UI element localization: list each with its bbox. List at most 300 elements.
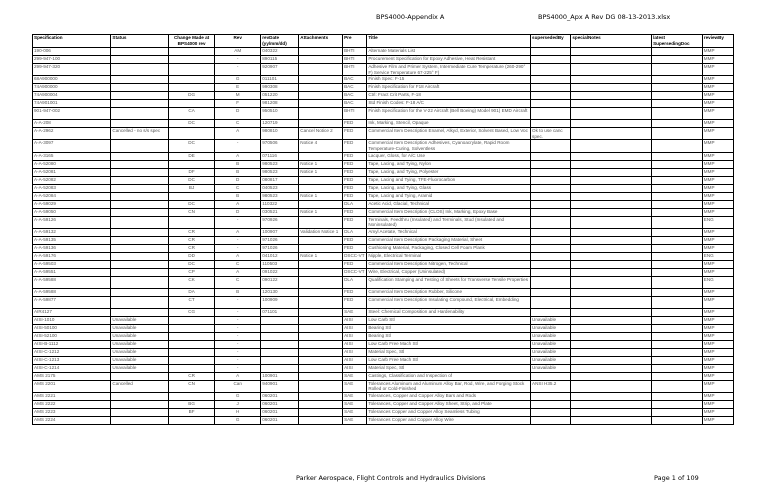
cell-specification: AISI-C-1214 bbox=[33, 364, 111, 372]
cell-rev-date: 040322 bbox=[261, 48, 299, 56]
cell-change-made bbox=[169, 64, 215, 76]
cell-rev: A bbox=[215, 228, 261, 236]
cell-rev-date: 110503 bbox=[261, 260, 299, 268]
cell-rev: - bbox=[215, 236, 261, 244]
cell-attachments bbox=[299, 408, 343, 416]
cell-special-notes bbox=[571, 276, 652, 288]
cell-latest-superseding-doc bbox=[652, 208, 703, 216]
cell-attachments bbox=[299, 76, 343, 84]
cell-attachments bbox=[299, 120, 343, 128]
cell-superseded-by bbox=[531, 244, 571, 252]
cell-status: Unavailable bbox=[111, 356, 169, 364]
col-pre: Pre bbox=[343, 35, 367, 48]
cell-title: Procurement Specification for Epoxy Adhesive, Heat Resistant bbox=[367, 56, 531, 64]
cell-title: Tape, Lacing and Tying, Aramid bbox=[367, 192, 531, 200]
cell-specification: A-A-59029 bbox=[33, 200, 111, 208]
cell-superseded-by bbox=[531, 100, 571, 108]
table-row bbox=[33, 208, 734, 216]
cell-title: Material Spec, Stl bbox=[367, 364, 531, 372]
cell-pre: BAC bbox=[343, 100, 367, 108]
cell-status: Unavailable bbox=[111, 348, 169, 356]
cell-rev: G bbox=[215, 416, 261, 424]
cell-superseded-by bbox=[531, 200, 571, 208]
cell-superseded-by bbox=[531, 120, 571, 128]
cell-special-notes bbox=[571, 400, 652, 408]
cell-rev-date: 980523 bbox=[261, 192, 299, 200]
cell-review-by: MMP bbox=[702, 128, 733, 140]
cell-pre: FED bbox=[343, 168, 367, 176]
cell-specification: AISI-50100 bbox=[33, 324, 111, 332]
cell-superseded-by bbox=[531, 228, 571, 236]
cell-superseded-by bbox=[531, 56, 571, 64]
cell-rev-date: 100907 bbox=[261, 228, 299, 236]
footer-company: Parker Aerospace, Flight Controls and Hydraulics Divisions bbox=[296, 474, 486, 482]
cell-attachments bbox=[299, 372, 343, 380]
cell-review-by: ENG bbox=[702, 216, 733, 228]
cell-title: Tolerances, Copper and Copper Alloy Sheet, Strip, and Plate bbox=[367, 400, 531, 408]
cell-special-notes bbox=[571, 192, 652, 200]
cell-superseded-by bbox=[531, 288, 571, 296]
cell-specification: A-A-59126 bbox=[33, 216, 111, 228]
cell-latest-superseding-doc bbox=[652, 192, 703, 200]
cell-superseded-by bbox=[531, 296, 571, 308]
cell-superseded-by bbox=[531, 108, 571, 120]
cell-latest-superseding-doc bbox=[652, 400, 703, 408]
cell-rev: D bbox=[215, 208, 261, 216]
cell-superseded-by: Ok to use canc spec. bbox=[531, 128, 571, 140]
cell-rev-date: 100901 bbox=[261, 372, 299, 380]
table-row bbox=[33, 84, 734, 92]
cell-superseded-by: Unavailable bbox=[531, 364, 571, 372]
cell-special-notes bbox=[571, 208, 652, 216]
cell-review-by: MMP bbox=[702, 160, 733, 168]
cell-change-made bbox=[169, 340, 215, 348]
cell-status bbox=[111, 236, 169, 244]
cell-change-made: BJ bbox=[169, 184, 215, 192]
cell-specification: A-A-2962 bbox=[33, 128, 111, 140]
cell-latest-superseding-doc bbox=[652, 200, 703, 208]
col-change-made: Change Made at BPS4000 rev bbox=[169, 35, 215, 48]
cell-latest-superseding-doc bbox=[652, 100, 703, 108]
cell-attachments bbox=[299, 268, 343, 276]
cell-change-made: DC bbox=[169, 176, 215, 184]
cell-review-by: MMP bbox=[702, 380, 733, 392]
cell-latest-superseding-doc bbox=[652, 168, 703, 176]
cell-title: Adhesive Film and Primer System, Intermediate Cure Temperature (260-290° F) Service Temperature 67-225° F) bbox=[367, 64, 531, 76]
cell-specification: AMS 2224 bbox=[33, 416, 111, 424]
cell-review-by: MMP bbox=[702, 208, 733, 216]
cell-pre: DLA bbox=[343, 228, 367, 236]
cell-attachments bbox=[299, 92, 343, 100]
cell-specification: A-A-59588 bbox=[33, 288, 111, 296]
cell-superseded-by bbox=[531, 416, 571, 424]
cell-latest-superseding-doc bbox=[652, 176, 703, 184]
cell-title: Bearing Stl bbox=[367, 332, 531, 340]
col-attachments: Attachments bbox=[299, 35, 343, 48]
cell-change-made bbox=[169, 84, 215, 92]
cell-title: Finish Specification for the V-22 Aircraft (Bell Boeing) Model 901) EMD Aircraft bbox=[367, 108, 531, 120]
cell-review-by: MMP bbox=[702, 416, 733, 424]
cell-pre: FED bbox=[343, 128, 367, 140]
cell-pre: DSCC-VT bbox=[343, 252, 367, 260]
col-special-notes: specialNotes bbox=[571, 35, 652, 48]
cell-rev-date: 990308 bbox=[261, 84, 299, 92]
cell-pre: FED bbox=[343, 216, 367, 228]
cell-rev: - bbox=[215, 316, 261, 324]
table-row bbox=[33, 392, 734, 400]
cell-special-notes bbox=[571, 316, 652, 324]
table-row bbox=[33, 244, 734, 252]
cell-latest-superseding-doc bbox=[652, 160, 703, 168]
cell-title: Wire, Electrical, Copper (Uninsulated) bbox=[367, 268, 531, 276]
table-row bbox=[33, 100, 734, 108]
cell-pre: AISI bbox=[343, 332, 367, 340]
cell-status: Unavailable bbox=[111, 332, 169, 340]
cell-specification: AISI-C-1212 bbox=[33, 348, 111, 356]
cell-review-by: MMP bbox=[702, 340, 733, 348]
cell-change-made bbox=[169, 100, 215, 108]
cell-change-made: CR bbox=[169, 372, 215, 380]
cell-title: Tolerances Copper and Copper Alloy Wire bbox=[367, 416, 531, 424]
cell-rev: - bbox=[215, 244, 261, 252]
cell-review-by: MMP bbox=[702, 176, 733, 184]
cell-rev: C bbox=[215, 276, 261, 288]
cell-specification: A-A-59877 bbox=[33, 296, 111, 308]
cell-rev: A bbox=[215, 200, 261, 208]
cell-review-by: MMP bbox=[702, 92, 733, 100]
table-row bbox=[33, 316, 734, 324]
cell-special-notes bbox=[571, 340, 652, 348]
col-review-by: reviewBy bbox=[702, 35, 733, 48]
cell-attachments bbox=[299, 348, 343, 356]
cell-rev-date bbox=[261, 332, 299, 340]
cell-special-notes bbox=[571, 64, 652, 76]
cell-rev: - bbox=[215, 340, 261, 348]
cell-title: Nipple, Electrical Terminal bbox=[367, 252, 531, 260]
cell-superseded-by bbox=[531, 140, 571, 152]
cell-pre: SAE bbox=[343, 308, 367, 316]
cell-superseded-by bbox=[531, 92, 571, 100]
cell-rev: A bbox=[215, 268, 261, 276]
cell-title: Tolerances Aluminum and Aluminum Alloy Bar, Rod, Wire, and Forging Stock Rolled or Cold-Finished bbox=[367, 380, 531, 392]
cell-superseded-by: Unavailable bbox=[531, 324, 571, 332]
cell-superseded-by bbox=[531, 400, 571, 408]
cell-latest-superseding-doc bbox=[652, 308, 703, 316]
cell-review-by: MMP bbox=[702, 244, 733, 252]
cell-attachments bbox=[299, 416, 343, 424]
cell-pre: BAC bbox=[343, 84, 367, 92]
cell-special-notes bbox=[571, 296, 652, 308]
cell-title: Castings, Classification and Inspection of bbox=[367, 372, 531, 380]
cell-rev: H bbox=[215, 408, 261, 416]
cell-status bbox=[111, 244, 169, 252]
cell-change-made: CP bbox=[169, 268, 215, 276]
col-status: Status bbox=[111, 35, 169, 48]
cell-pre: FED bbox=[343, 184, 367, 192]
cell-attachments bbox=[299, 356, 343, 364]
table-row bbox=[33, 120, 734, 128]
cell-special-notes bbox=[571, 56, 652, 64]
cell-attachments bbox=[299, 364, 343, 372]
table-row bbox=[33, 380, 734, 392]
cell-title: Amyl Acetate, Technical bbox=[367, 228, 531, 236]
cell-rev-date: 060201 bbox=[261, 416, 299, 424]
cell-latest-superseding-doc bbox=[652, 332, 703, 340]
cell-status bbox=[111, 400, 169, 408]
cell-pre: FED bbox=[343, 296, 367, 308]
cell-specification: 68A900000 bbox=[33, 76, 111, 84]
page-number: Page 1 of 109 bbox=[654, 474, 699, 482]
cell-specification: A-A-59132 bbox=[33, 228, 111, 236]
cell-specification: A-A-52084 bbox=[33, 192, 111, 200]
cell-attachments bbox=[299, 380, 343, 392]
table-row bbox=[33, 288, 734, 296]
cell-status bbox=[111, 76, 169, 84]
cell-status bbox=[111, 184, 169, 192]
file-name: BPS4000_Apx A Rev DG 08-13-2013.xlsx bbox=[538, 13, 671, 21]
table-row bbox=[33, 252, 734, 260]
cell-title: Ink, Marking, Stencil, Opaque bbox=[367, 120, 531, 128]
cell-change-made: DC bbox=[169, 260, 215, 268]
cell-latest-superseding-doc bbox=[652, 408, 703, 416]
cell-attachments bbox=[299, 308, 343, 316]
cell-title: Tape, Lacing, and Tying, Polyester bbox=[367, 168, 531, 176]
cell-specification: A-A-52083 bbox=[33, 184, 111, 192]
cell-latest-superseding-doc bbox=[652, 356, 703, 364]
table-row bbox=[33, 216, 734, 228]
cell-special-notes bbox=[571, 364, 652, 372]
table-row bbox=[33, 184, 734, 192]
cell-superseded-by bbox=[531, 168, 571, 176]
cell-superseded-by bbox=[531, 160, 571, 168]
cell-latest-superseding-doc bbox=[652, 108, 703, 120]
cell-rev-date: 071116 bbox=[261, 152, 299, 160]
cell-rev-date: 060201 bbox=[261, 408, 299, 416]
cell-title: Commercial Item Description (CLOS) Ink, Marking, Epoxy Base bbox=[367, 208, 531, 216]
cell-attachments: Notice 4 bbox=[299, 140, 343, 152]
cell-status: Unavailable bbox=[111, 364, 169, 372]
cell-change-made: CN bbox=[169, 380, 215, 392]
cell-superseded-by bbox=[531, 308, 571, 316]
cell-pre: SAE bbox=[343, 372, 367, 380]
cell-change-made bbox=[169, 356, 215, 364]
cell-superseded-by bbox=[531, 208, 571, 216]
cell-rev: B bbox=[215, 168, 261, 176]
cell-latest-superseding-doc bbox=[652, 288, 703, 296]
cell-latest-superseding-doc bbox=[652, 276, 703, 288]
cell-special-notes bbox=[571, 228, 652, 236]
cell-rev-date: 971026 bbox=[261, 244, 299, 252]
cell-pre: BHTI bbox=[343, 108, 367, 120]
cell-special-notes bbox=[571, 216, 652, 228]
cell-review-by: MMP bbox=[702, 108, 733, 120]
cell-latest-superseding-doc bbox=[652, 260, 703, 268]
cell-title: Ctrl: Fract Crit Parts, F-18 bbox=[367, 92, 531, 100]
cell-rev: AM bbox=[215, 48, 261, 56]
cell-special-notes bbox=[571, 380, 652, 392]
cell-pre: BHTI bbox=[343, 56, 367, 64]
cell-pre: SAE bbox=[343, 392, 367, 400]
cell-pre: FED bbox=[343, 208, 367, 216]
cell-latest-superseding-doc bbox=[652, 348, 703, 356]
cell-title: Material Spec, Stl bbox=[367, 348, 531, 356]
cell-special-notes bbox=[571, 356, 652, 364]
cell-title: Low Carb Stl bbox=[367, 316, 531, 324]
cell-attachments bbox=[299, 288, 343, 296]
cell-pre: SAE bbox=[343, 380, 367, 392]
cell-review-by: MMP bbox=[702, 324, 733, 332]
cell-attachments bbox=[299, 340, 343, 348]
cell-rev-date: 110322 bbox=[261, 200, 299, 208]
cell-rev: B bbox=[215, 160, 261, 168]
cell-rev: - bbox=[215, 64, 261, 76]
cell-pre: AISI bbox=[343, 364, 367, 372]
cell-pre: FED bbox=[343, 288, 367, 296]
cell-status: Cancelled bbox=[111, 380, 169, 392]
cell-special-notes bbox=[571, 120, 652, 128]
cell-rev: A bbox=[215, 152, 261, 160]
cell-specification: 74A901001 bbox=[33, 100, 111, 108]
cell-review-by: MMP bbox=[702, 184, 733, 192]
cell-title: Tape, Lacing, and Tying, Glass bbox=[367, 184, 531, 192]
cell-special-notes bbox=[571, 372, 652, 380]
cell-pre: DLA bbox=[343, 276, 367, 288]
col-superseded-by: supersededBy bbox=[531, 35, 571, 48]
cell-change-made: CN bbox=[169, 208, 215, 216]
cell-pre: FED bbox=[343, 176, 367, 184]
cell-special-notes bbox=[571, 76, 652, 84]
cell-rev-date: 071101 bbox=[261, 308, 299, 316]
spec-table bbox=[32, 34, 734, 425]
table-row bbox=[33, 168, 734, 176]
cell-rev: - bbox=[215, 356, 261, 364]
table-row bbox=[33, 324, 734, 332]
cell-special-notes bbox=[571, 84, 652, 92]
cell-rev-date: 080817 bbox=[261, 176, 299, 184]
cell-superseded-by bbox=[531, 236, 571, 244]
table-row bbox=[33, 340, 734, 348]
cell-change-made: DC bbox=[169, 140, 215, 152]
cell-review-by: MMP bbox=[702, 76, 733, 84]
cell-specification: A-A-59503 bbox=[33, 260, 111, 268]
cell-latest-superseding-doc bbox=[652, 380, 703, 392]
table-row bbox=[33, 268, 734, 276]
cell-review-by: MMP bbox=[702, 400, 733, 408]
cell-rev: - bbox=[215, 324, 261, 332]
col-specification: Specification bbox=[33, 35, 111, 48]
cell-rev-date bbox=[261, 356, 299, 364]
cell-attachments: Notice 1 bbox=[299, 252, 343, 260]
cell-rev: Can bbox=[215, 380, 261, 392]
cell-pre: BHTI bbox=[343, 64, 367, 76]
cell-specification: A-A-208 bbox=[33, 120, 111, 128]
cell-superseded-by bbox=[531, 260, 571, 268]
cell-review-by: MMP bbox=[702, 48, 733, 56]
cell-superseded-by: Unavailable bbox=[531, 316, 571, 324]
table-row bbox=[33, 372, 734, 380]
cell-rev: A bbox=[215, 252, 261, 260]
cell-rev-date bbox=[261, 348, 299, 356]
table-row bbox=[33, 348, 734, 356]
cell-rev: - bbox=[215, 216, 261, 228]
cell-superseded-by bbox=[531, 64, 571, 76]
cell-attachments bbox=[299, 324, 343, 332]
cell-review-by: MMP bbox=[702, 100, 733, 108]
cell-status bbox=[111, 372, 169, 380]
cell-superseded-by bbox=[531, 252, 571, 260]
cell-latest-superseding-doc bbox=[652, 84, 703, 92]
cell-title: Commercial Item Description Enamel, Alkyd, Exterior, Solvent Based, Low Voc bbox=[367, 128, 531, 140]
cell-rev-date bbox=[261, 364, 299, 372]
cell-special-notes bbox=[571, 108, 652, 120]
cell-rev: J bbox=[215, 400, 261, 408]
cell-attachments bbox=[299, 216, 343, 228]
cell-title: Tolerances Copper and Copper Alloy Seamless Tubing bbox=[367, 408, 531, 416]
cell-specification: A-A-59588 bbox=[33, 276, 111, 288]
cell-specification: AMS 2221 bbox=[33, 392, 111, 400]
cell-review-by: MMP bbox=[702, 268, 733, 276]
cell-status bbox=[111, 288, 169, 296]
cell-change-made bbox=[169, 348, 215, 356]
cell-status bbox=[111, 120, 169, 128]
cell-rev: B bbox=[215, 288, 261, 296]
cell-superseded-by: Unavailable bbox=[531, 356, 571, 364]
cell-rev: B bbox=[215, 192, 261, 200]
cell-title: Commercial Item Description Adhesives, Cyanoacrylate, Rapid Room Temperature-Curing, Solventless bbox=[367, 140, 531, 152]
cell-specification: AIR4127 bbox=[33, 308, 111, 316]
cell-special-notes bbox=[571, 160, 652, 168]
cell-pre: FED bbox=[343, 152, 367, 160]
cell-status bbox=[111, 308, 169, 316]
cell-special-notes bbox=[571, 48, 652, 56]
cell-status: Unavailable bbox=[111, 340, 169, 348]
cell-status: Unavailable bbox=[111, 324, 169, 332]
cell-rev-date: 980523 bbox=[261, 160, 299, 168]
cell-attachments bbox=[299, 108, 343, 120]
cell-specification: A-A-59176 bbox=[33, 252, 111, 260]
cell-latest-superseding-doc bbox=[652, 324, 703, 332]
cell-latest-superseding-doc bbox=[652, 140, 703, 152]
cell-superseded-by: Unavailable bbox=[531, 332, 571, 340]
cell-pre: FED bbox=[343, 140, 367, 152]
cell-superseded-by bbox=[531, 84, 571, 92]
cell-pre: SAE bbox=[343, 400, 367, 408]
cell-title: Terminals, Feedthru (Insulated) and Terminals, Stud (Insulated and Noninsulated) bbox=[367, 216, 531, 228]
cell-special-notes bbox=[571, 244, 652, 252]
cell-status bbox=[111, 168, 169, 176]
cell-status bbox=[111, 216, 169, 228]
cell-rev-date: 970926 bbox=[261, 216, 299, 228]
cell-status bbox=[111, 200, 169, 208]
cell-superseded-by bbox=[531, 76, 571, 84]
cell-title: Cushioning Material, Packaging, Closed Cell Foam Plank bbox=[367, 244, 531, 252]
cell-specification: 74A900000 bbox=[33, 84, 111, 92]
cell-review-by: MMP bbox=[702, 64, 733, 76]
cell-rev: - bbox=[215, 140, 261, 152]
cell-latest-superseding-doc bbox=[652, 340, 703, 348]
cell-attachments bbox=[299, 296, 343, 308]
table-row bbox=[33, 296, 734, 308]
cell-specification: AMS 2201 bbox=[33, 380, 111, 392]
cell-attachments bbox=[299, 152, 343, 160]
cell-change-made bbox=[169, 48, 215, 56]
cell-title: Bearing Stl bbox=[367, 324, 531, 332]
cell-pre: AISI bbox=[343, 356, 367, 364]
cell-attachments bbox=[299, 64, 343, 76]
cell-review-by: MMP bbox=[702, 260, 733, 268]
header-row bbox=[33, 35, 734, 48]
table-body bbox=[33, 48, 734, 425]
